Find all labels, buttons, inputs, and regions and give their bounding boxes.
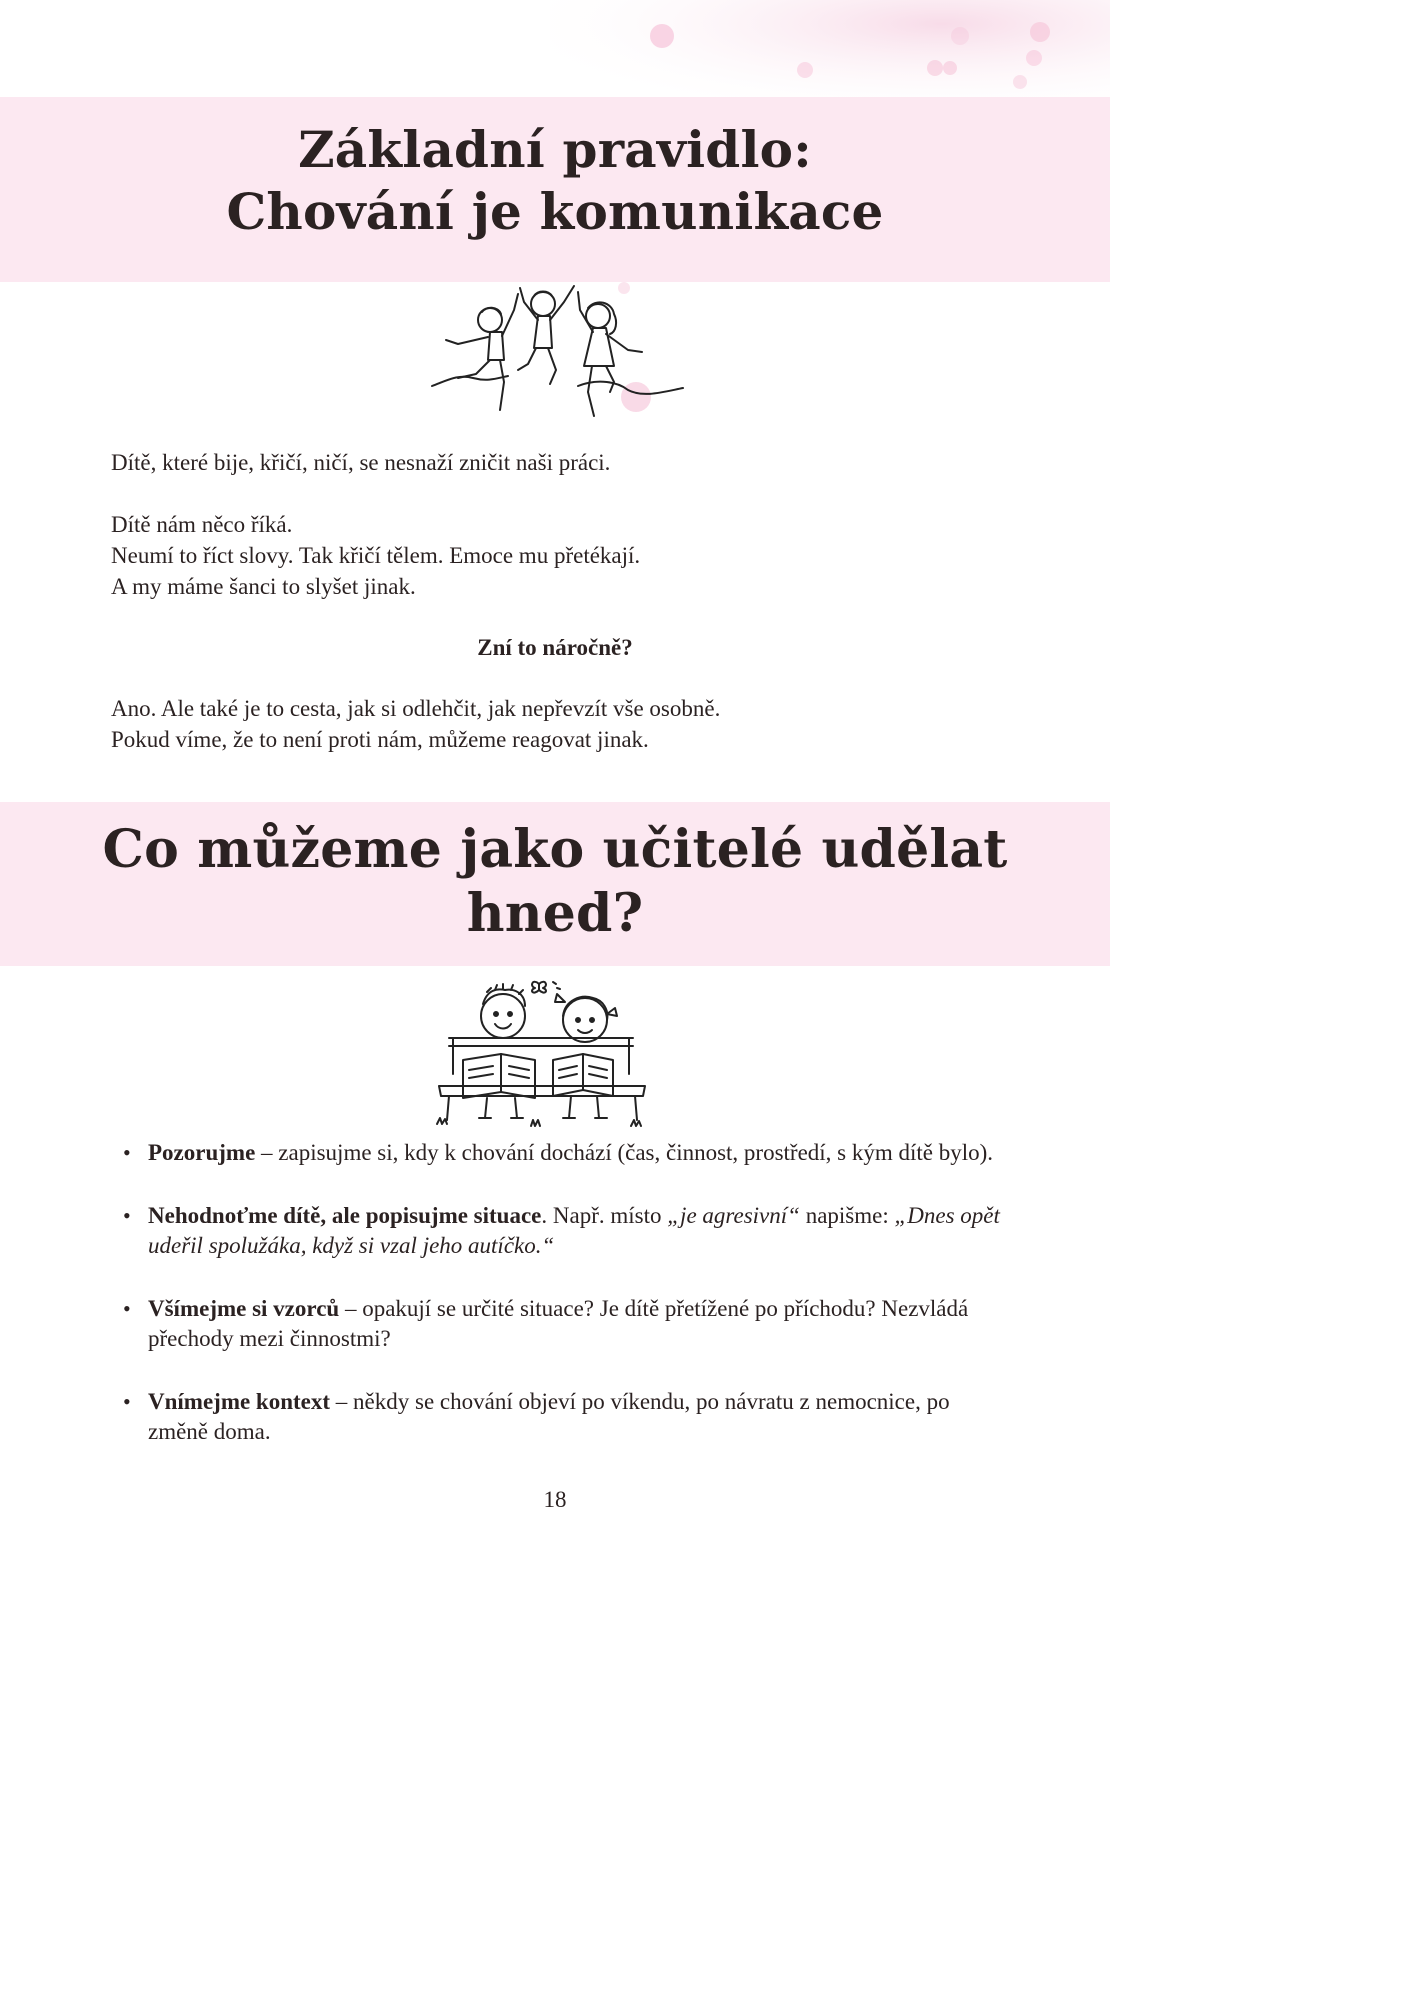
paragraph-line: Pokud víme, že to není proti nám, můžeme reagovat jinak. <box>111 727 649 752</box>
list-item-text: napišme: <box>799 1203 895 1228</box>
paragraph-line: Neumí to říct slovy. Tak křičí tělem. Emoce mu přetékají. <box>111 543 641 568</box>
list-item-quote: „je agresivní“ <box>667 1203 800 1228</box>
paragraph-answer <box>111 693 1011 755</box>
list-item-term: Vnímejme kontext <box>148 1389 331 1414</box>
list-item-term: Nehodnoťme dítě, ale popisujme situace <box>148 1203 542 1228</box>
list-item <box>148 1138 1008 1168</box>
section-heading-band-1 <box>0 97 1110 282</box>
list-item <box>148 1294 1008 1354</box>
section-title-2-line1: Co můžeme jako učitelé udělat <box>102 819 1008 880</box>
page-number: 18 <box>543 1487 567 1512</box>
section-title-1-line1: Základní pravidlo: <box>298 120 812 179</box>
children-reading-on-bench-icon <box>435 978 650 1130</box>
list-item-term: Všímejme si vzorců <box>148 1296 340 1321</box>
section-title-1-line2: Chování je komunikace <box>226 182 884 241</box>
section-title-1 <box>0 119 1110 243</box>
action-list <box>148 1138 1008 1480</box>
list-item-term: Pozorujme <box>148 1140 256 1165</box>
section-title-2 <box>0 818 1110 946</box>
question-heading: Zní to náročně? <box>477 635 633 660</box>
list-item <box>148 1387 1008 1447</box>
list-item-text: – někdy se chování objeví po víkendu, po návratu z nemocnice, po změně doma. <box>148 1389 950 1444</box>
list-item-text: – zapisujme si, kdy k chování dochází (čas, činnost, prostředí, s kým dítě bylo). <box>255 1140 994 1165</box>
paragraph-line: Dítě nám něco říká. <box>111 512 293 537</box>
section-title-2-line2: hned? <box>466 883 644 944</box>
list-item-text: – opakují se určité situace? Je dítě přetížené po příchodu? Nezvládá přechody mezi činnostmi? <box>148 1296 969 1351</box>
paragraph-line: Ano. Ale také je to cesta, jak si odlehčit, jak nepřevzít vše osobně. <box>111 696 721 721</box>
jumping-children-icon <box>428 282 688 422</box>
list-item <box>148 1201 1008 1261</box>
section-heading-band-2 <box>0 802 1110 966</box>
paragraph-child-tells <box>111 509 1011 602</box>
list-item-quote: „Dnes opět udeřil spolužáka, když si vzal jeho autíčko.“ <box>148 1203 1000 1258</box>
list-item-text: . Např. místo <box>541 1203 668 1228</box>
paragraph-intro: Dítě, které bije, křičí, ničí, se nesnaží zničit naši práci. <box>111 450 611 475</box>
paragraph-line: A my máme šanci to slyšet jinak. <box>111 574 416 599</box>
